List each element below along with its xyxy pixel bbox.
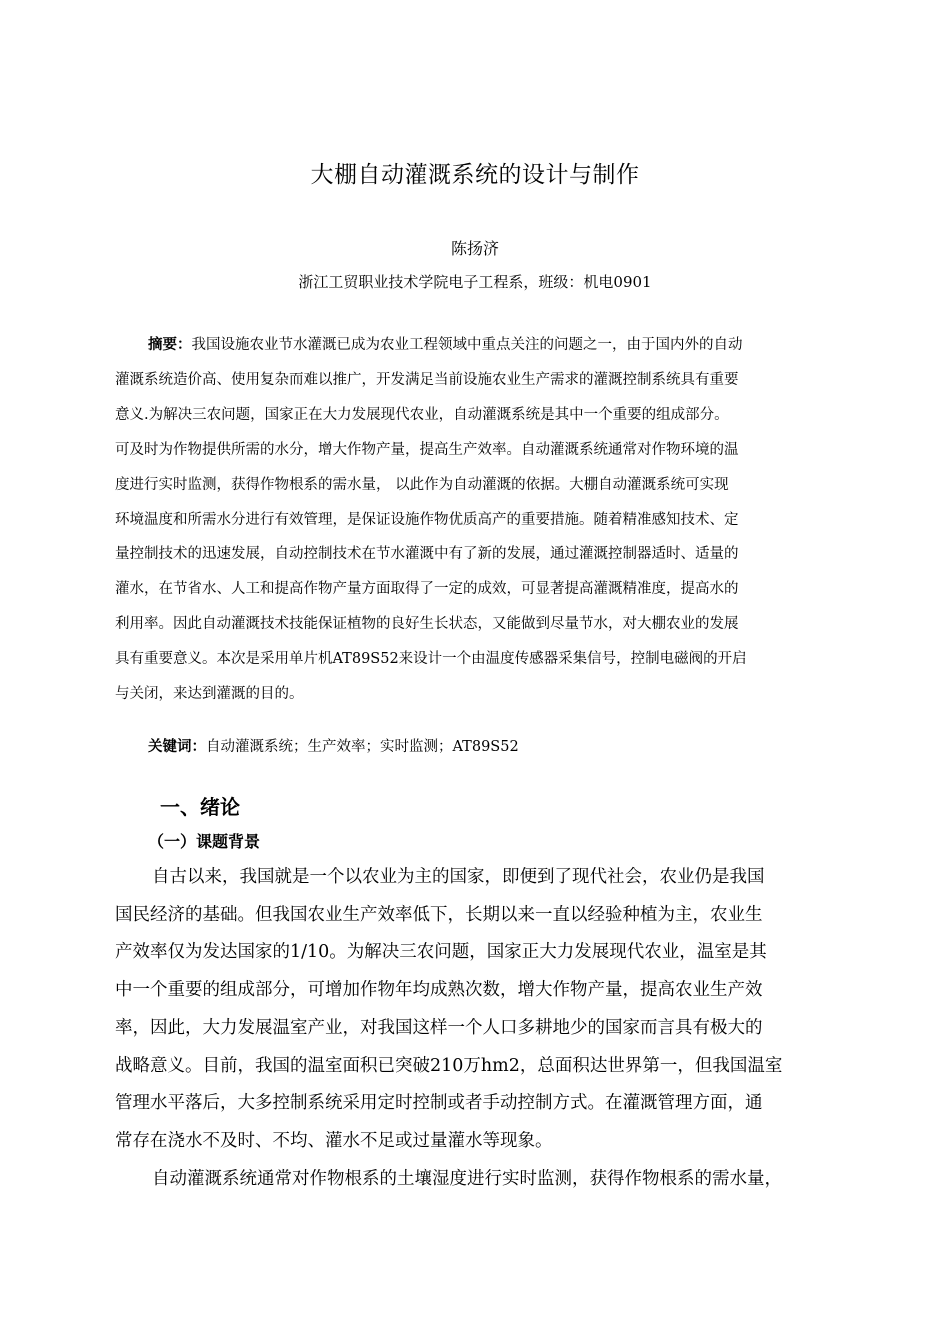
body-line: 中一个重要的组成部分，可增加作物年均成熟次数，增大作物产量，提高农业生产效: [115, 980, 763, 1001]
abstract-line: 灌溉系统造价高、使用复杂而难以推广，开发满足当前设施农业生产需求的灌溉控制系统具有重要: [115, 371, 739, 388]
subsection-heading: （一）课题背景: [148, 832, 261, 851]
body-line: 管理水平落后，大多控制系统采用定时控制或者手动控制方式。在灌溉管理方面，通: [115, 1093, 763, 1114]
body-line: 国民经济的基础。但我国农业生产效率低下，长期以来一直以经验种植为主，农业生: [115, 904, 763, 925]
body-line: 产效率仅为发达国家的1/10。为解决三农问题，国家正大力发展现代农业，温室是其: [115, 942, 767, 963]
body-line: 战略意义。目前，我国的温室面积已突破210万hm2，总面积达世界第一，但我国温室: [115, 1055, 783, 1076]
paper-title: 大棚自动灌溉系统的设计与制作: [310, 162, 640, 188]
section-heading: 一、绪论: [160, 795, 240, 819]
author-affiliation: 浙江工贸职业技术学院电子工程系，班级：机电0901: [298, 273, 652, 291]
abstract-line: 度进行实时监测，获得作物根系的需水量， 以此作为自动灌溉的依据。大棚自动灌溉系统可实现: [115, 476, 729, 493]
abstract-line: 环境温度和所需水分进行有效管理，是保证设施作物优质高产的重要措施。随着精准感知技术、定: [115, 511, 739, 528]
abstract-line: [115, 328, 840, 363]
body-line: 率，因此，大力发展温室产业，对我国这样一个人口多耕地少的国家而言具有极大的: [115, 1017, 763, 1038]
abstract-line: 具有重要意义。本次是采用单片机AT89S52来设计一个由温度传感器采集信号，控制电磁阀的开启: [115, 651, 747, 668]
abstract-line: 利用率。因此自动灌溉技术技能保证植物的良好生长状态，又能做到尽量节水，对大棚农业的发展: [115, 616, 739, 633]
abstract-label: 摘要：: [148, 337, 192, 353]
abstract-text: 我国设施农业节水灌溉已成为农业工程领域中重点关注的问题之一，由于国内外的自动: [191, 337, 743, 353]
body-line: 常存在浇水不及时、不均、灌水不足或过量灌水等现象。: [115, 1130, 553, 1151]
keywords: [148, 735, 519, 756]
abstract-line: 量控制技术的迅速发展，自动控制技术在节水灌溉中有了新的发展，通过灌溉控制器适时、适量的: [115, 546, 739, 563]
abstract-line: 意义.为解决三农问题，国家正在大力发展现代农业，自动灌溉系统是其中一个重要的组成部分。: [115, 406, 729, 423]
abstract: [115, 328, 840, 712]
abstract-line: 可及时为作物提供所需的水分，增大作物产量，提高生产效率。自动灌溉系统通常对作物环境的温: [115, 441, 739, 458]
body-line: 自古以来，我国就是一个以农业为主的国家，即便到了现代社会，农业仍是我国: [152, 867, 765, 887]
section-body: [115, 859, 840, 1198]
keywords-text: 自动灌溉系统；生产效率；实时监测；AT89S52: [206, 739, 519, 755]
body-line: 自动灌溉系统通常对作物根系的土壤湿度进行实时监测，获得作物根系的需水量，: [152, 1168, 782, 1189]
abstract-line: 与关闭，来达到灌溉的目的。: [115, 686, 304, 703]
abstract-line: 灌水，在节省水、人工和提高作物产量方面取得了一定的成效，可显著提高灌溉精准度，提高水的: [115, 581, 739, 598]
author-name: 陈扬济: [450, 239, 499, 258]
keywords-label: 关键词：: [148, 739, 206, 755]
